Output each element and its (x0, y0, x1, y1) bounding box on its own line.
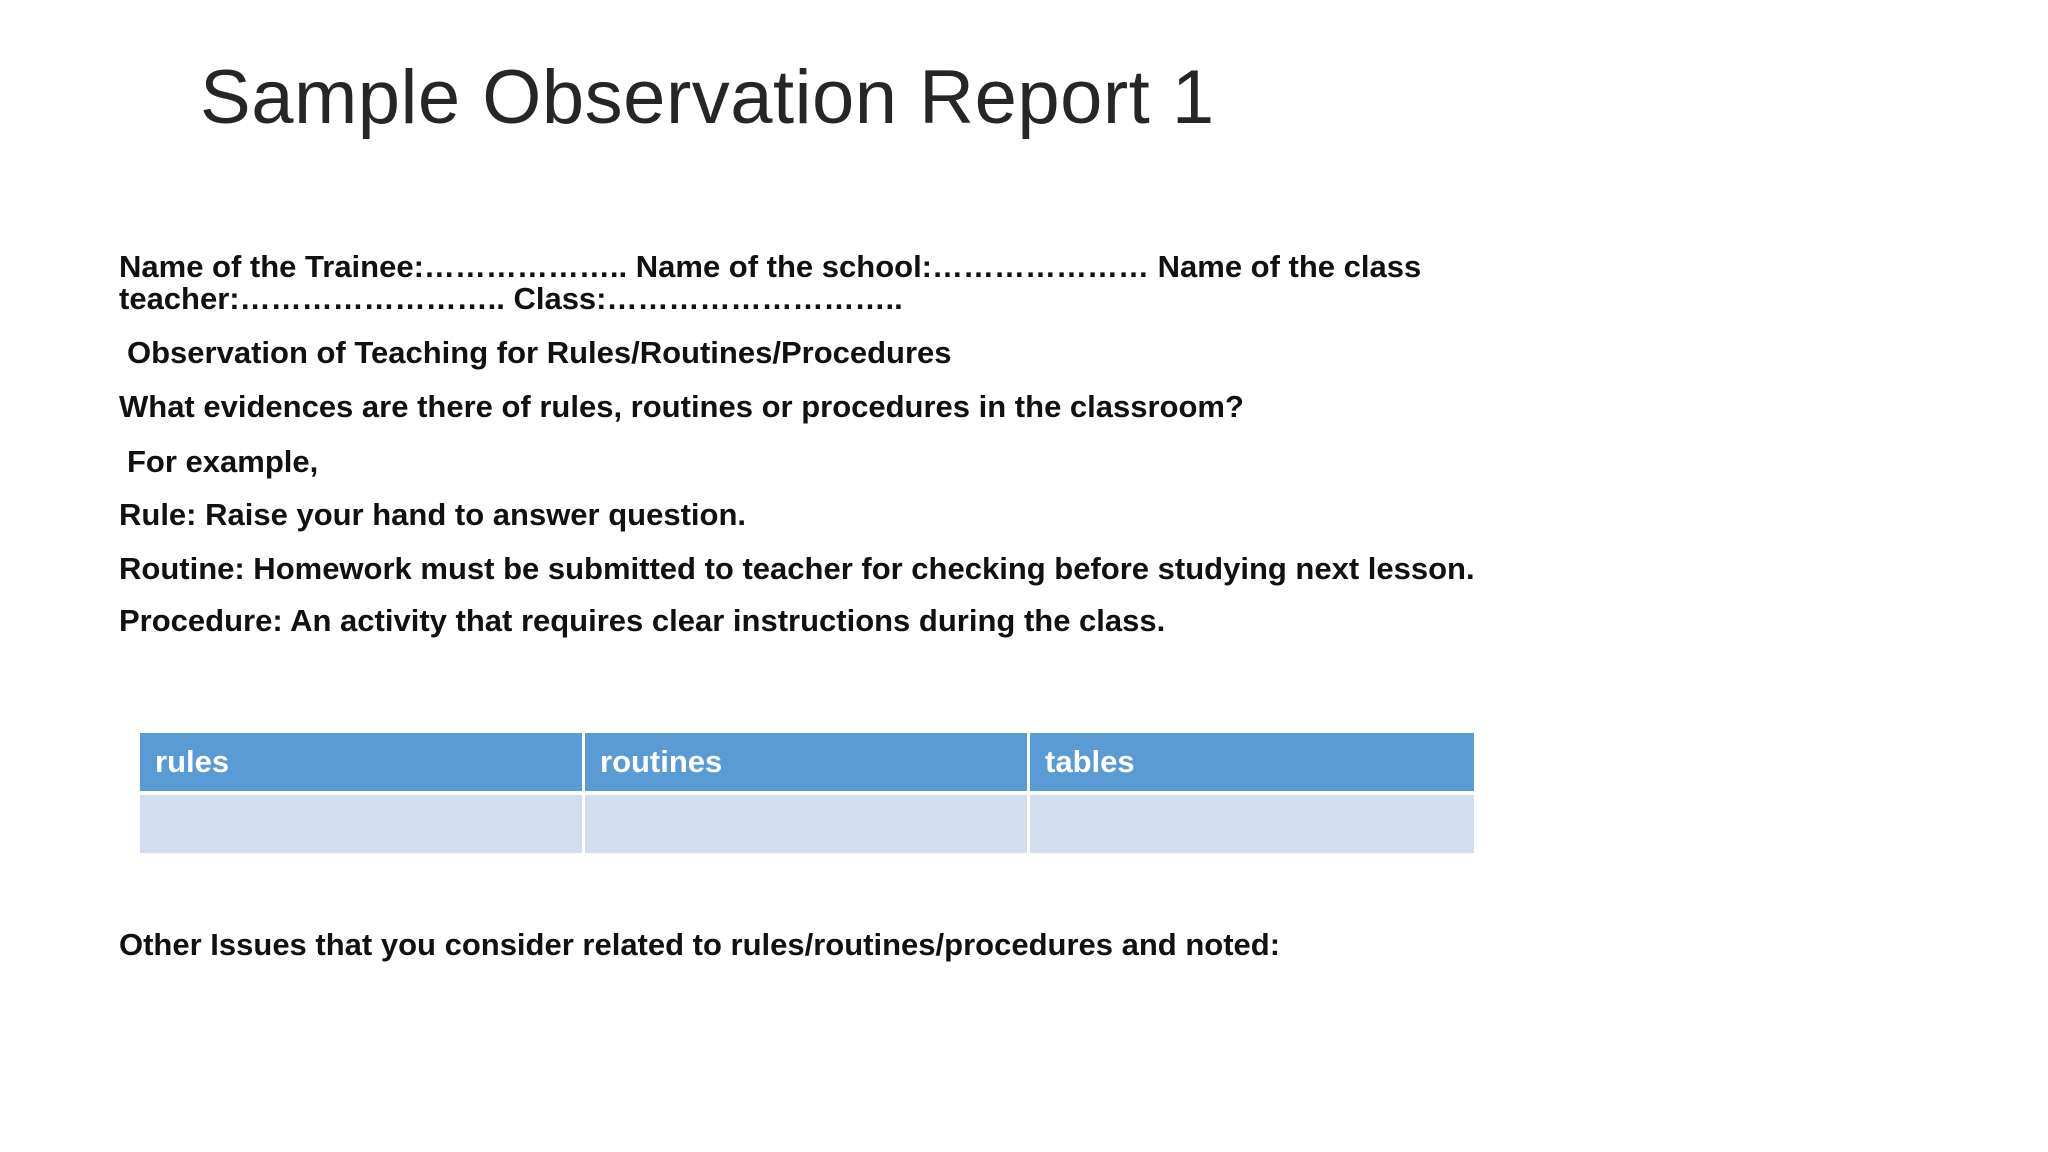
observation-table (140, 733, 1474, 853)
table-cell-routines[interactable] (585, 795, 1030, 853)
table-header-tables: tables (1030, 733, 1474, 791)
info-line-teacher-class: teacher:…………………….. Class:……………………….. (119, 281, 903, 316)
observation-heading: Observation of Teaching for Rules/Routines/Procedures (127, 335, 952, 370)
table-header-routines: routines (585, 733, 1030, 791)
for-example-label: For example, (127, 444, 319, 479)
procedure-example: Procedure: An activity that requires clear instructions during the class. (119, 603, 1166, 638)
table-cell-tables[interactable] (1030, 795, 1474, 853)
rule-example: Rule: Raise your hand to answer question. (119, 497, 746, 532)
table-header-rules: rules (140, 733, 585, 791)
table-row (140, 795, 1474, 853)
evidence-question: What evidences are there of rules, routines or procedures in the classroom? (119, 389, 1244, 424)
table-cell-rules[interactable] (140, 795, 585, 853)
table-header-row (140, 733, 1474, 795)
slide-title: Sample Observation Report 1 (200, 55, 1215, 140)
info-line-trainee-school: Name of the Trainee:……………….. Name of the school:………………… Name of the class (119, 249, 1422, 284)
other-issues-prompt: Other Issues that you consider related to rules/routines/procedures and noted: (119, 927, 1281, 962)
routine-example: Routine: Homework must be submitted to teacher for checking before studying next lesson. (119, 551, 1475, 586)
